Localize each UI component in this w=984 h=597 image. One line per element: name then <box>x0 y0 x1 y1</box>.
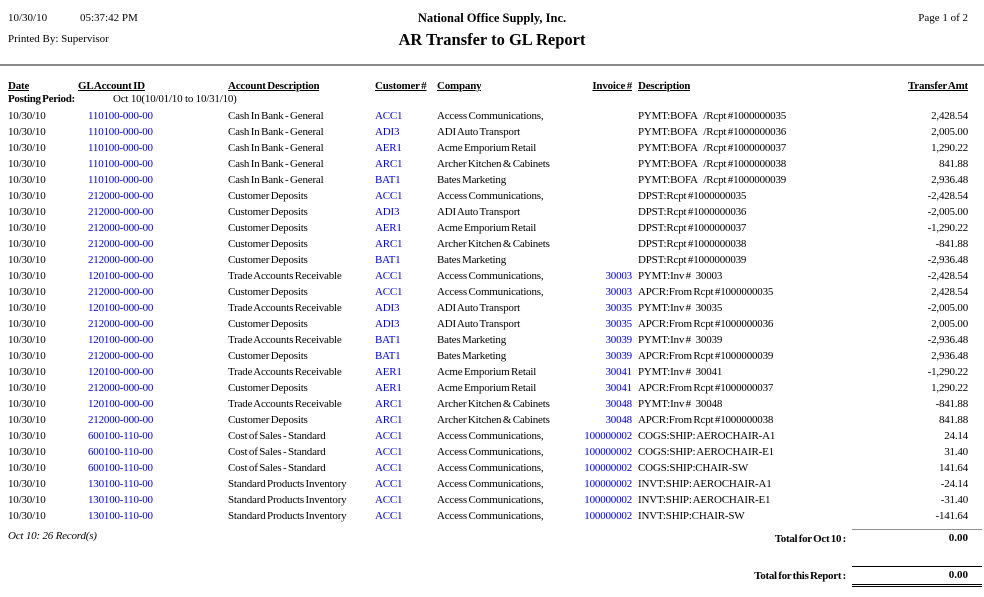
table-row <box>0 476 984 492</box>
gl-account-link[interactable]: 212000-000-00 <box>88 382 154 394</box>
entry-description: PYMT:BOFA /Rcpt #1000000038 <box>638 158 787 170</box>
entry-description: APCR:From Rcpt #1000000038 <box>638 414 774 426</box>
invoice-link[interactable]: 30041 <box>605 366 632 378</box>
customer-link[interactable]: BAT1 <box>375 174 401 186</box>
records-summary: Oct 10: 26 Record(s) <box>8 530 97 542</box>
invoice-link[interactable] <box>556 124 632 140</box>
entry-description: PYMT:BOFA /Rcpt #1000000037 <box>638 142 787 154</box>
entry-description: APCR:From Rcpt #1000000037 <box>638 382 774 394</box>
row-date: 10/30/10 <box>8 414 46 426</box>
customer-link[interactable]: ACC1 <box>375 494 403 506</box>
account-description: Cash In Bank - General <box>228 142 324 154</box>
account-description: Customer Deposits <box>228 414 308 426</box>
company-name: Access Communications, <box>437 190 544 202</box>
transfer-amount: 31.40 <box>944 446 968 458</box>
invoice-link[interactable] <box>556 172 632 188</box>
column-header-row <box>0 78 984 94</box>
account-description: Customer Deposits <box>228 318 308 330</box>
page-number: Page 1 of 2 <box>918 12 968 24</box>
gl-account-link[interactable]: 212000-000-00 <box>88 238 154 250</box>
invoice-link[interactable]: 100000002 <box>584 430 632 442</box>
row-date: 10/30/10 <box>8 158 46 170</box>
customer-link[interactable]: AER1 <box>375 142 402 154</box>
gl-account-link[interactable]: 212000-000-00 <box>88 206 154 218</box>
entry-description: APCR:From Rcpt #1000000039 <box>638 350 774 362</box>
gl-account-link[interactable]: 120100-000-00 <box>88 398 154 410</box>
account-description: Trade Accounts Receivable <box>228 302 342 314</box>
row-date: 10/30/10 <box>8 110 46 122</box>
company-name: Access Communications, <box>437 494 544 506</box>
account-description: Customer Deposits <box>228 238 308 250</box>
customer-link[interactable]: ARC1 <box>375 158 403 170</box>
company-name: Bates Marketing <box>437 350 507 362</box>
customer-link[interactable]: ACC1 <box>375 270 403 282</box>
row-date: 10/30/10 <box>8 478 46 490</box>
gl-account-link[interactable]: 120100-000-00 <box>88 334 154 346</box>
transfer-amount: -2,936.48 <box>927 254 968 266</box>
gl-account-link[interactable]: 212000-000-00 <box>88 190 154 202</box>
invoice-link[interactable]: 30048 <box>605 398 632 410</box>
invoice-link[interactable] <box>556 204 632 220</box>
transfer-amount: -841.88 <box>935 398 968 410</box>
invoice-link[interactable] <box>556 236 632 252</box>
table-row <box>0 108 984 124</box>
gl-account-link[interactable]: 212000-000-00 <box>88 350 154 362</box>
total-report-label: Total for this Report : <box>754 570 846 582</box>
company-name: ADI Auto Transport <box>437 318 521 330</box>
company-name: Acme Emporium Retail <box>437 382 537 394</box>
gl-account-link[interactable]: 212000-000-00 <box>88 414 154 426</box>
table-row <box>0 444 984 460</box>
transfer-amount: 141.64 <box>938 462 968 474</box>
report-total-double-rule <box>852 584 982 587</box>
account-description: Cash In Bank - General <box>228 110 324 122</box>
row-date: 10/30/10 <box>8 190 46 202</box>
printed-by: Printed By: Supervisor <box>8 33 109 45</box>
table-row <box>0 204 984 220</box>
table-row <box>0 332 984 348</box>
entry-description: INVT:SHIP: AEROCHAIR-A1 <box>638 478 772 490</box>
gl-account-link[interactable]: 600100-110-00 <box>88 430 153 442</box>
row-date: 10/30/10 <box>8 286 46 298</box>
account-description: Trade Accounts Receivable <box>228 270 342 282</box>
entry-description: PYMT:BOFA /Rcpt #1000000039 <box>638 174 787 186</box>
account-description: Cash In Bank - General <box>228 158 324 170</box>
row-date: 10/30/10 <box>8 254 46 266</box>
invoice-link[interactable]: 100000002 <box>584 494 632 506</box>
customer-link[interactable]: ACC1 <box>375 190 403 202</box>
account-description: Cost of Sales - Standard <box>228 446 326 458</box>
entry-description: PYMT:BOFA /Rcpt #1000000036 <box>638 126 787 138</box>
invoice-link[interactable] <box>556 252 632 268</box>
table-row <box>0 300 984 316</box>
table-row <box>0 140 984 156</box>
table-row <box>0 428 984 444</box>
row-date: 10/30/10 <box>8 238 46 250</box>
col-header-date: Date <box>8 80 30 92</box>
invoice-link[interactable]: 30041 <box>605 382 632 394</box>
header-separator-line <box>0 64 984 66</box>
gl-account-link[interactable]: 120100-000-00 <box>88 270 154 282</box>
row-date: 10/30/10 <box>8 222 46 234</box>
table-row <box>0 316 984 332</box>
entry-description: COGS:SHIP:CHAIR-SW <box>638 462 749 474</box>
entry-description: DPST:Rcpt #1000000039 <box>638 254 747 266</box>
customer-link[interactable]: ADI3 <box>375 206 400 218</box>
table-row <box>0 124 984 140</box>
invoice-link[interactable] <box>556 156 632 172</box>
entry-description: PYMT:BOFA /Rcpt #1000000035 <box>638 110 787 122</box>
customer-link[interactable]: BAT1 <box>375 350 401 362</box>
gl-account-link[interactable]: 130100-110-00 <box>88 494 153 506</box>
customer-link[interactable]: ACC1 <box>375 478 403 490</box>
transfer-amount: 2,428.54 <box>931 110 968 122</box>
table-row <box>0 380 984 396</box>
table-row <box>0 492 984 508</box>
entry-description: DPST:Rcpt #1000000035 <box>638 190 747 202</box>
account-description: Cost of Sales - Standard <box>228 430 326 442</box>
print-date: 10/30/10 <box>8 12 48 24</box>
transfer-amount: 841.88 <box>938 414 968 426</box>
row-date: 10/30/10 <box>8 318 46 330</box>
gl-account-link[interactable]: 120100-000-00 <box>88 366 154 378</box>
gl-account-link[interactable]: 120100-000-00 <box>88 302 154 314</box>
account-description: Customer Deposits <box>228 254 308 266</box>
invoice-link[interactable]: 100000002 <box>584 446 632 458</box>
gl-account-link[interactable]: 130100-110-00 <box>88 478 153 490</box>
total-report-value: 0.00 <box>852 566 982 581</box>
customer-link[interactable]: ARC1 <box>375 238 403 250</box>
row-date: 10/30/10 <box>8 494 46 506</box>
account-description: Cash In Bank - General <box>228 174 324 186</box>
table-row <box>0 460 984 476</box>
invoice-link[interactable]: 30039 <box>605 334 632 346</box>
company-name: Archer Kitchen & Cabinets <box>437 398 550 410</box>
entry-description: PYMT:Inv # 30048 <box>638 398 723 410</box>
entry-description: DPST:Rcpt #1000000037 <box>638 222 747 234</box>
invoice-link[interactable]: 100000002 <box>584 478 632 490</box>
entry-description: DPST:Rcpt #1000000036 <box>638 206 747 218</box>
gl-account-link[interactable]: 110100-000-00 <box>88 126 153 138</box>
row-date: 10/30/10 <box>8 302 46 314</box>
invoice-link[interactable] <box>556 188 632 204</box>
company-name: Bates Marketing <box>437 174 507 186</box>
customer-link[interactable]: ARC1 <box>375 414 403 426</box>
posting-period-label: Posting Period: <box>8 93 75 105</box>
total-oct-value: 0.00 <box>852 529 982 544</box>
customer-link[interactable]: AER1 <box>375 222 402 234</box>
row-date: 10/30/10 <box>8 350 46 362</box>
gl-account-link[interactable]: 110100-000-00 <box>88 158 153 170</box>
company-name: Access Communications, <box>437 270 544 282</box>
entry-description: COGS:SHIP: AEROCHAIR-A1 <box>638 430 776 442</box>
gl-account-link[interactable]: 212000-000-00 <box>88 222 154 234</box>
row-date: 10/30/10 <box>8 126 46 138</box>
account-description: Standard Products Inventory <box>228 494 347 506</box>
entry-description: INVT:SHIP:CHAIR-SW <box>638 510 745 522</box>
account-description: Standard Products Inventory <box>228 510 347 522</box>
row-date: 10/30/10 <box>8 366 46 378</box>
print-time: 05:37:42 PM <box>80 12 138 24</box>
account-description: Customer Deposits <box>228 190 308 202</box>
col-header-description: Description <box>638 80 691 92</box>
invoice-link[interactable]: 30003 <box>605 270 632 282</box>
account-description: Customer Deposits <box>228 206 308 218</box>
account-description: Customer Deposits <box>228 382 308 394</box>
company-name: ADI Auto Transport <box>437 126 521 138</box>
transfer-amount: -141.64 <box>935 510 968 522</box>
transfer-amount: -1,290.22 <box>927 222 968 234</box>
table-body <box>0 108 984 524</box>
company-name: Acme Emporium Retail <box>437 142 537 154</box>
customer-link[interactable]: ACC1 <box>375 110 403 122</box>
row-date: 10/30/10 <box>8 334 46 346</box>
row-date: 10/30/10 <box>8 462 46 474</box>
entry-description: PYMT:Inv # 30035 <box>638 302 723 314</box>
gl-account-link[interactable]: 110100-000-00 <box>88 110 153 122</box>
customer-link[interactable]: AER1 <box>375 382 402 394</box>
col-header-transfer-amt: Transfer Amt <box>907 80 968 92</box>
report-title: AR Transfer to GL Report <box>398 30 586 49</box>
invoice-link[interactable]: 30039 <box>605 350 632 362</box>
company-name: Access Communications, <box>437 510 544 522</box>
invoice-link[interactable]: 100000002 <box>584 462 632 474</box>
gl-account-link[interactable]: 600100-110-00 <box>88 446 153 458</box>
invoice-link[interactable]: 100000002 <box>584 510 632 522</box>
transfer-amount: 24.14 <box>944 430 968 442</box>
transfer-amount: -2,936.48 <box>927 334 968 346</box>
customer-link[interactable]: ARC1 <box>375 398 403 410</box>
customer-link[interactable]: ACC1 <box>375 510 403 522</box>
customer-link[interactable]: ACC1 <box>375 462 403 474</box>
company-name: Access Communications, <box>437 462 544 474</box>
invoice-link[interactable]: 30003 <box>605 286 632 298</box>
transfer-amount: 2,936.48 <box>931 174 968 186</box>
gl-account-link[interactable]: 212000-000-00 <box>88 318 154 330</box>
gl-account-link[interactable]: 130100-110-00 <box>88 510 153 522</box>
table-row <box>0 396 984 412</box>
account-description: Trade Accounts Receivable <box>228 398 342 410</box>
table-row <box>0 252 984 268</box>
company-name: Acme Emporium Retail <box>437 222 537 234</box>
invoice-link[interactable] <box>556 108 632 124</box>
gl-account-link[interactable]: 110100-000-00 <box>88 174 153 186</box>
account-description: Customer Deposits <box>228 222 308 234</box>
invoice-link[interactable] <box>556 220 632 236</box>
account-description: Customer Deposits <box>228 286 308 298</box>
transfer-amount: -2,428.54 <box>927 270 968 282</box>
row-date: 10/30/10 <box>8 382 46 394</box>
transfer-amount: -2,005.00 <box>927 302 968 314</box>
gl-account-link[interactable]: 212000-000-00 <box>88 286 154 298</box>
account-description: Cost of Sales - Standard <box>228 462 326 474</box>
entry-description: PYMT:Inv # 30041 <box>638 366 723 378</box>
customer-link[interactable]: ACC1 <box>375 430 403 442</box>
table-row <box>0 348 984 364</box>
posting-period-row <box>0 93 984 109</box>
transfer-amount: 1,290.22 <box>931 382 968 394</box>
col-header-account-description: Account Description <box>228 80 320 92</box>
posting-period-value: Oct 10(10/01/10 to 10/31/10) <box>113 93 237 105</box>
entry-description: COGS:SHIP: AEROCHAIR-E1 <box>638 446 774 458</box>
table-row <box>0 156 984 172</box>
customer-link[interactable]: BAT1 <box>375 334 401 346</box>
col-header-company: Company <box>437 80 482 92</box>
customer-link[interactable]: ACC1 <box>375 286 403 298</box>
row-date: 10/30/10 <box>8 430 46 442</box>
table-row <box>0 236 984 252</box>
company-name: Bates Marketing <box>437 254 507 266</box>
company-name: Access Communications, <box>437 430 544 442</box>
table-row <box>0 220 984 236</box>
customer-link[interactable]: AER1 <box>375 366 402 378</box>
company-name: Acme Emporium Retail <box>437 366 537 378</box>
account-description: Standard Products Inventory <box>228 478 347 490</box>
row-date: 10/30/10 <box>8 510 46 522</box>
row-date: 10/30/10 <box>8 142 46 154</box>
customer-link[interactable]: ADI3 <box>375 302 400 314</box>
customer-link[interactable]: ACC1 <box>375 446 403 458</box>
account-description: Trade Accounts Receivable <box>228 366 342 378</box>
transfer-amount: 2,005.00 <box>931 318 968 330</box>
company-name: Access Communications, <box>437 446 544 458</box>
table-row <box>0 412 984 428</box>
transfer-amount: -2,005.00 <box>927 206 968 218</box>
table-row <box>0 268 984 284</box>
company-name: Access Communications, <box>437 286 544 298</box>
transfer-amount: -31.40 <box>940 494 968 506</box>
total-oct-label: Total for Oct 10 : <box>774 533 846 545</box>
entry-description: APCR:From Rcpt #1000000035 <box>638 286 774 298</box>
row-date: 10/30/10 <box>8 206 46 218</box>
customer-link[interactable]: ADI3 <box>375 318 400 330</box>
row-date: 10/30/10 <box>8 398 46 410</box>
invoice-link[interactable]: 30048 <box>605 414 632 426</box>
company-name: ADI Auto Transport <box>437 206 521 218</box>
transfer-amount: -24.14 <box>940 478 968 490</box>
col-header-invoice: Invoice # <box>592 80 632 92</box>
company-name: Archer Kitchen & Cabinets <box>437 158 550 170</box>
company-name: Archer Kitchen & Cabinets <box>437 238 550 250</box>
transfer-amount: -841.88 <box>935 238 968 250</box>
customer-link[interactable]: ADI3 <box>375 126 400 138</box>
company-name: Bates Marketing <box>437 334 507 346</box>
transfer-amount: 1,290.22 <box>931 142 968 154</box>
customer-link[interactable]: BAT1 <box>375 254 401 266</box>
entry-description: DPST:Rcpt #1000000038 <box>638 238 747 250</box>
invoice-link[interactable]: 30035 <box>605 302 632 314</box>
company-name-header: National Office Supply, Inc. <box>417 11 567 25</box>
invoice-link[interactable]: 30035 <box>605 318 632 330</box>
entry-description: PYMT:Inv # 30003 <box>638 270 723 282</box>
invoice-link[interactable] <box>556 140 632 156</box>
col-header-customer: Customer # <box>375 80 427 92</box>
gl-account-link[interactable]: 600100-110-00 <box>88 462 153 474</box>
row-date: 10/30/10 <box>8 174 46 186</box>
transfer-amount: 2,005.00 <box>931 126 968 138</box>
entry-description: PYMT:Inv # 30039 <box>638 334 723 346</box>
transfer-amount: 841.88 <box>938 158 968 170</box>
account-description: Customer Deposits <box>228 350 308 362</box>
entry-description: APCR:From Rcpt #1000000036 <box>638 318 774 330</box>
col-header-gl-account-id: GL Account ID <box>78 80 145 92</box>
entry-description: INVT:SHIP: AEROCHAIR-E1 <box>638 494 771 506</box>
account-description: Cash In Bank - General <box>228 126 324 138</box>
table-row <box>0 188 984 204</box>
table-row <box>0 508 984 524</box>
gl-account-link[interactable]: 212000-000-00 <box>88 254 154 266</box>
account-description: Trade Accounts Receivable <box>228 334 342 346</box>
table-row <box>0 172 984 188</box>
transfer-amount: 2,936.48 <box>931 350 968 362</box>
gl-account-link[interactable]: 110100-000-00 <box>88 142 153 154</box>
company-name: Archer Kitchen & Cabinets <box>437 414 550 426</box>
transfer-amount: -1,290.22 <box>927 366 968 378</box>
transfer-amount: -2,428.54 <box>927 190 968 202</box>
company-name: Access Communications, <box>437 110 544 122</box>
row-date: 10/30/10 <box>8 270 46 282</box>
company-name: Access Communications, <box>437 478 544 490</box>
table-row <box>0 284 984 300</box>
table-row <box>0 364 984 380</box>
row-date: 10/30/10 <box>8 446 46 458</box>
transfer-amount: 2,428.54 <box>931 286 968 298</box>
company-name: ADI Auto Transport <box>437 302 521 314</box>
